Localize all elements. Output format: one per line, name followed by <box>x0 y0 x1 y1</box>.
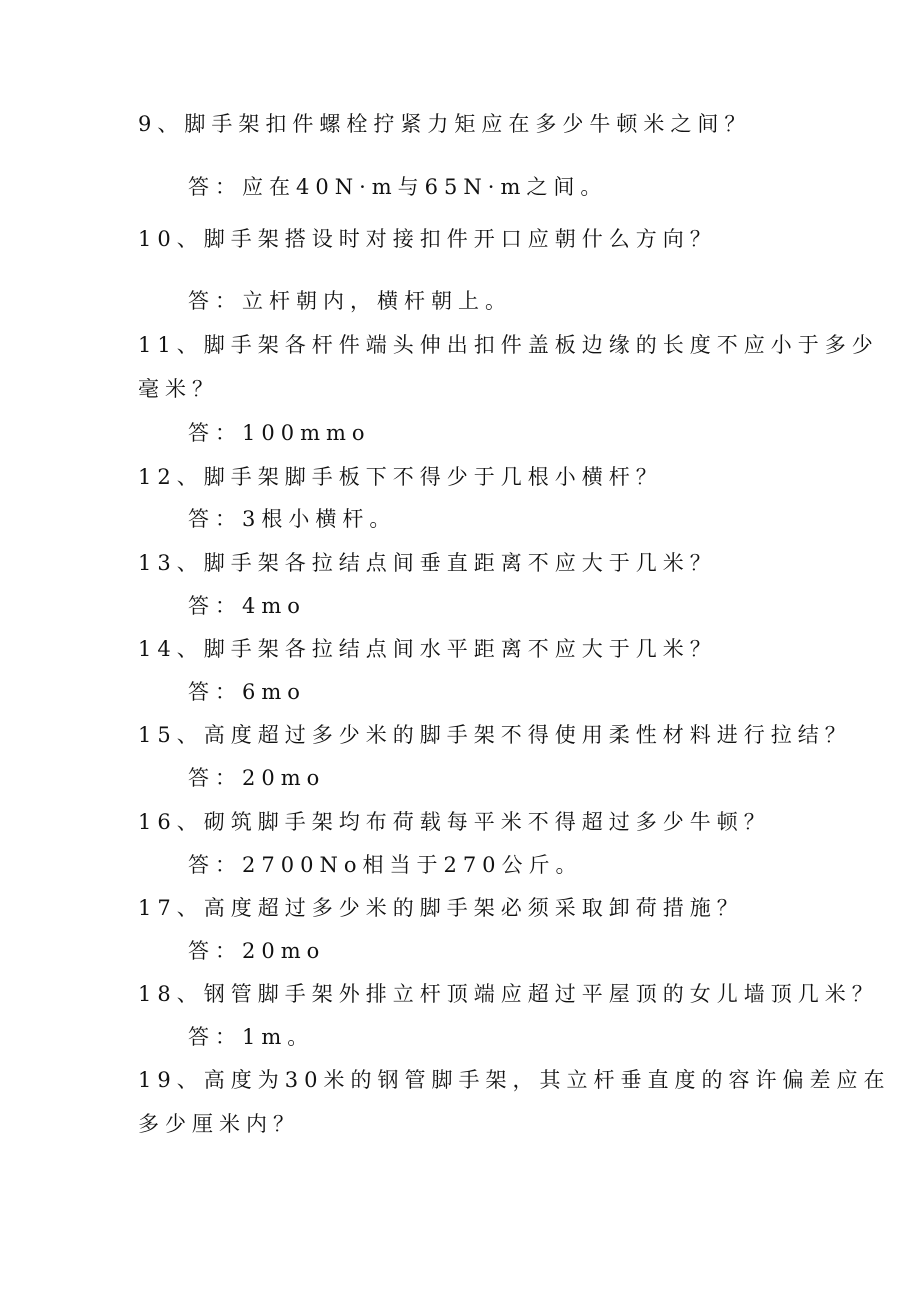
question-10: 10、脚手架搭设时对接扣件开口应朝什么方向？ <box>138 227 717 251</box>
question-11-continued: 毫米？ <box>138 377 219 401</box>
answer-16: 答：2700No相当于270公斤。 <box>188 853 583 877</box>
question-14: 14、脚手架各拉结点间水平距离不应大于几米？ <box>138 637 717 661</box>
question-16: 16、砌筑脚手架均布荷载每平米不得超过多少牛顿？ <box>138 810 771 834</box>
answer-17: 答：20mo <box>188 939 326 963</box>
question-13: 13、脚手架各拉结点间垂直距离不应大于几米？ <box>138 551 717 575</box>
question-18: 18、钢管脚手架外排立杆顶端应超过平屋顶的女儿墙顶几米？ <box>138 982 879 1006</box>
question-9: 9、脚手架扣件螺栓拧紧力矩应在多少牛顿米之间？ <box>138 112 752 136</box>
question-17: 17、高度超过多少米的脚手架必须采取卸荷措施？ <box>138 896 744 920</box>
question-15: 15、高度超过多少米的脚手架不得使用柔性材料进行拉结？ <box>138 723 852 747</box>
answer-9: 答：应在40N·m与65N·m之间。 <box>188 175 608 199</box>
question-11: 11、脚手架各杆件端头伸出扣件盖板边缘的长度不应小于多少 <box>138 333 879 357</box>
answer-10: 答：立杆朝内，横杆朝上。 <box>188 289 512 313</box>
question-19: 19、高度为30米的钢管脚手架，其立杆垂直度的容许偏差应在 <box>138 1068 891 1092</box>
answer-18: 答：1m。 <box>188 1025 315 1049</box>
answer-14: 答：6mo <box>188 680 306 704</box>
answer-11: 答：100mmo <box>188 421 371 445</box>
answer-12: 答：3根小横杆。 <box>188 507 397 531</box>
answer-15: 答：20mo <box>188 766 326 790</box>
answer-13: 答：4mo <box>188 594 306 618</box>
question-19-continued: 多少厘米内？ <box>138 1112 300 1136</box>
question-12: 12、脚手架脚手板下不得少于几根小横杆？ <box>138 465 663 489</box>
